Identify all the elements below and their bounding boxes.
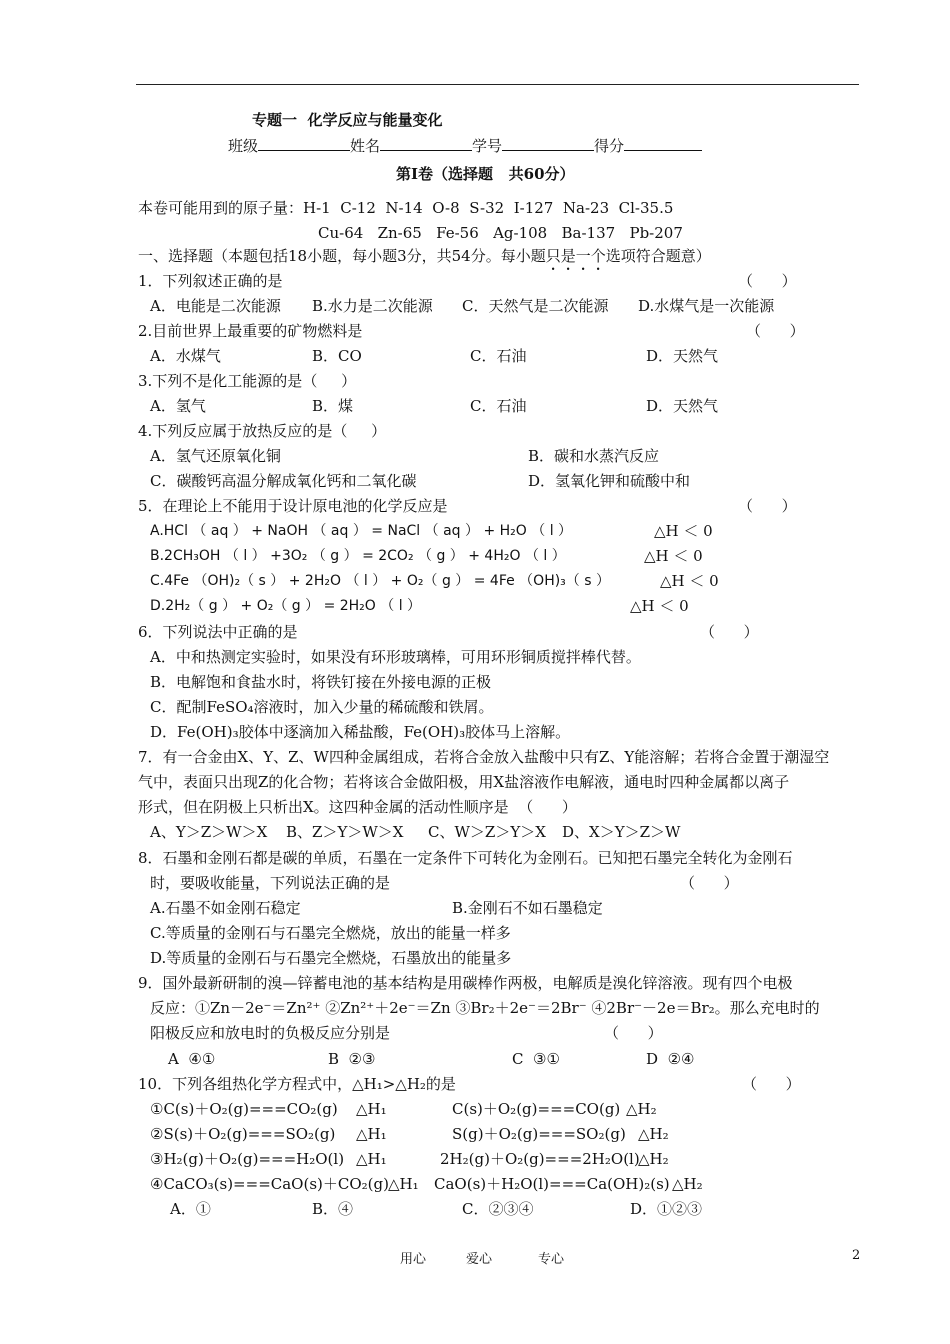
q9-option-c[interactable]: C ③① bbox=[512, 1050, 560, 1068]
q5-answer-paren[interactable]: （ ） bbox=[738, 497, 797, 515]
q6-answer-paren[interactable]: （ ） bbox=[700, 623, 759, 641]
q10-eq3-dh2: △H₂ bbox=[638, 1150, 669, 1168]
q10-eq2-right: S(g)＋O₂(g)===SO₂(g) bbox=[452, 1125, 626, 1143]
q5-option-c-dh: △H ＜ 0 bbox=[660, 572, 719, 590]
q9-answer-paren[interactable]: （ ） bbox=[604, 1024, 663, 1042]
q5-option-b-dh: △H ＜ 0 bbox=[644, 547, 703, 565]
q10-eq2-left: ②S(s)＋O₂(g)===SO₂(g) bbox=[150, 1125, 336, 1143]
q3-option-b[interactable]: B．煤 bbox=[312, 397, 354, 415]
q3-option-a[interactable]: A．氢气 bbox=[150, 397, 206, 415]
q10-option-d[interactable]: D．①②③ bbox=[630, 1200, 703, 1218]
page-number: 2 bbox=[852, 1248, 861, 1263]
q10-eq1-right: C(s)＋O₂(g)===CO(g) bbox=[452, 1100, 621, 1118]
score-field[interactable] bbox=[624, 136, 702, 151]
q5-option-a[interactable]: A.HCl （ aq ） + NaOH （ aq ） = NaCl （ aq ） + H₂O （ l ） bbox=[150, 523, 573, 539]
q9-option-d[interactable]: D ②④ bbox=[646, 1050, 695, 1068]
q7-stem-line1: 7．有一合金由X、Y、Z、W四种金属组成，若将合金放入盐酸中只有Z、Y能溶解；若将合金置于潮湿空 bbox=[138, 748, 830, 766]
name-label: 姓名 bbox=[350, 137, 381, 155]
q8-option-d[interactable]: D.等质量的金刚石与石墨完全燃烧，石墨放出的能量多 bbox=[150, 949, 512, 967]
student-info-line bbox=[228, 136, 702, 156]
q3-option-c[interactable]: C．石油 bbox=[470, 397, 527, 415]
q10-option-b[interactable]: B．④ bbox=[312, 1200, 354, 1218]
q1-option-d[interactable]: D.水煤气是一次能源 bbox=[638, 297, 775, 315]
q10-eq3-right: 2H₂(g)＋O₂(g)===2H₂O(l) bbox=[440, 1150, 640, 1168]
q2-answer-paren[interactable]: （ ） bbox=[746, 322, 805, 340]
q7-option-c[interactable]: C、W＞Z＞Y＞X bbox=[428, 823, 546, 841]
q10-eq4-left: ④CaCO₃(s)===CaO(s)＋CO₂(g) bbox=[150, 1175, 389, 1193]
q10-eq3-left: ③H₂(g)＋O₂(g)===H₂O(l) bbox=[150, 1150, 345, 1168]
q7-option-a[interactable]: A、Y＞Z＞W＞X bbox=[150, 823, 268, 841]
q6-option-c[interactable]: C．配制FeSO₄溶液时，加入少量的稀硫酸和铁屑。 bbox=[150, 698, 494, 716]
footer-motto-3: 专心 bbox=[538, 1252, 565, 1267]
atomic-masses-line1: 本卷可能用到的原子量：H-1 C-12 N-14 O-8 S-32 I-127 Na-23 Cl-35.5 bbox=[138, 199, 674, 217]
q4-option-a[interactable]: A．氢气还原氧化铜 bbox=[150, 447, 281, 465]
q9-stem-line3: 阳极反应和放电时的负极反应分别是 bbox=[150, 1024, 391, 1042]
section-title: 第Ⅰ卷（选择题 共60分） bbox=[396, 165, 575, 183]
q8-answer-paren[interactable]: （ ） bbox=[680, 874, 739, 892]
q4-option-b[interactable]: B．碳和水蒸汽反应 bbox=[528, 447, 660, 465]
q10-stem: 10．下列各组热化学方程式中，△H₁>△H₂的是 bbox=[138, 1075, 456, 1093]
q10-eq4-dh2: △H₂ bbox=[672, 1175, 703, 1193]
q8-stem-line2: 时，要吸收能量，下列说法正确的是 bbox=[150, 874, 391, 892]
q2-option-b[interactable]: B．CO bbox=[312, 347, 362, 365]
q5-stem: 5．在理论上不能用于设计原电池的化学反应是 bbox=[138, 497, 448, 515]
q7-stem-line2: 气中，表面只出现Z的化合物；若将该合金做阳极，用X盐溶液作电解液，通电时四种金属都以离子 bbox=[138, 773, 790, 791]
q4-option-d[interactable]: D．氢氧化钾和硫酸中和 bbox=[528, 472, 691, 490]
q4-stem: 4.下列反应属于放热反应的是（ ） bbox=[138, 422, 387, 440]
id-field[interactable] bbox=[502, 136, 594, 151]
atomic-masses-line2: Cu-64 Zn-65 Fe-56 Ag-108 Ba-137 Pb-207 bbox=[318, 224, 683, 242]
instructions bbox=[138, 246, 711, 266]
q9-stem-line1: 9．国外最新研制的溴—锌蓄电池的基本结构是用碳棒作两极，电解质是溴化锌溶液。现有四个电极 bbox=[138, 974, 793, 992]
q7-stem-line3: 形式，但在阴极上只析出X。这四种金属的活动性顺序是 （ ） bbox=[138, 798, 577, 816]
instructions-text: 一、选择题（本题包括18小题，每小题3分，共54分。每小题 bbox=[138, 247, 546, 265]
q8-option-a[interactable]: A.石墨不如金刚石稳定 bbox=[150, 899, 301, 917]
doc-title: 专题一 化学反应与能量变化 bbox=[252, 111, 443, 129]
footer-motto-1: 用心 bbox=[400, 1252, 427, 1267]
q1-option-c[interactable]: C．天然气是二次能源 bbox=[462, 297, 609, 315]
q1-option-b[interactable]: B.水力是二次能源 bbox=[312, 297, 433, 315]
q10-eq4-right: CaO(s)＋H₂O(l)===Ca(OH)₂(s) bbox=[434, 1175, 670, 1193]
q10-eq2-dh2: △H₂ bbox=[638, 1125, 669, 1143]
q10-eq2-dh1: △H₁ bbox=[356, 1125, 387, 1143]
q6-stem: 6．下列说法中正确的是 bbox=[138, 623, 298, 641]
q5-option-b[interactable]: B.2CH₃OH （ l ） +3O₂ （ g ） = 2CO₂ （ g ） + 4H₂O （ l ） bbox=[150, 548, 566, 564]
q5-option-a-dh: △H ＜ 0 bbox=[654, 522, 713, 540]
q10-eq4-dh1: △H₁ bbox=[388, 1175, 419, 1193]
q8-option-c[interactable]: C.等质量的金刚石与石墨完全燃烧，放出的能量一样多 bbox=[150, 924, 511, 942]
instructions-text-end: 选项符合题意） bbox=[605, 247, 711, 265]
q6-option-a[interactable]: A．中和热测定实验时，如果没有环形玻璃棒，可用环形铜质搅拌棒代替。 bbox=[150, 648, 641, 666]
q1-answer-paren[interactable]: （ ） bbox=[738, 272, 797, 290]
header-rule bbox=[136, 84, 859, 85]
q4-option-c[interactable]: C．碳酸钙高温分解成氧化钙和二氧化碳 bbox=[150, 472, 417, 490]
q10-eq1-dh1: △H₁ bbox=[356, 1100, 387, 1118]
score-label: 得分 bbox=[594, 137, 625, 155]
q2-option-a[interactable]: A．水煤气 bbox=[150, 347, 221, 365]
q6-option-d[interactable]: D．Fe(OH)₃胶体中逐滴加入稀盐酸，Fe(OH)₃胶体马上溶解。 bbox=[150, 723, 571, 741]
q8-option-b[interactable]: B.金刚石不如石墨稳定 bbox=[452, 899, 603, 917]
q2-option-d[interactable]: D．天然气 bbox=[646, 347, 719, 365]
q1-option-a[interactable]: A．电能是二次能源 bbox=[150, 297, 281, 315]
class-field[interactable] bbox=[258, 136, 350, 151]
q10-option-c[interactable]: C．②③④ bbox=[462, 1200, 534, 1218]
q7-option-b[interactable]: B、Z＞Y＞W＞X bbox=[286, 823, 404, 841]
id-label: 学号 bbox=[472, 137, 503, 155]
q10-option-a[interactable]: A．① bbox=[170, 1200, 211, 1218]
q2-option-c[interactable]: C．石油 bbox=[470, 347, 527, 365]
q10-eq1-dh2: △H₂ bbox=[626, 1100, 657, 1118]
q9-stem-line2: 反应：①Zn－2e⁻＝Zn²⁺ ②Zn²⁺＋2e⁻＝Zn ③Br₂＋2e⁻＝2Br⁻ ④2Br⁻－2e＝Br₂。那么充电时的 bbox=[150, 999, 820, 1017]
q5-option-d-dh: △H ＜ 0 bbox=[630, 597, 689, 615]
class-label: 班级 bbox=[228, 137, 259, 155]
q3-option-d[interactable]: D．天然气 bbox=[646, 397, 719, 415]
q5-option-d[interactable]: D.2H₂（ g ） + O₂（ g ） = 2H₂O （ l ） bbox=[150, 598, 422, 614]
q9-option-a[interactable]: A ④① bbox=[168, 1050, 216, 1068]
q9-option-b[interactable]: B ②③ bbox=[328, 1050, 376, 1068]
footer-motto-2: 爱心 bbox=[466, 1252, 493, 1267]
name-field[interactable] bbox=[380, 136, 472, 151]
q10-eq3-dh1: △H₁ bbox=[356, 1150, 387, 1168]
instructions-emphasis: 只是一个 bbox=[545, 247, 606, 265]
q5-option-c[interactable]: C.4Fe （OH)₂（ s ） + 2H₂O （ l ） + O₂（ g ） = 4Fe （OH)₃（ s ） bbox=[150, 573, 610, 589]
q10-answer-paren[interactable]: （ ） bbox=[742, 1075, 801, 1093]
q1-stem: 1．下列叙述正确的是 bbox=[138, 272, 283, 290]
q7-option-d[interactable]: D、X＞Y＞Z＞W bbox=[562, 823, 681, 841]
q2-stem: 2.目前世界上最重要的矿物燃料是 bbox=[138, 322, 363, 340]
q3-stem: 3.下列不是化工能源的是（ ） bbox=[138, 372, 357, 390]
q10-eq1-left: ①C(s)＋O₂(g)===CO₂(g) bbox=[150, 1100, 338, 1118]
q8-stem-line1: 8．石墨和金刚石都是碳的单质，石墨在一定条件下可转化为金刚石。已知把石墨完全转化为金刚石 bbox=[138, 849, 793, 867]
q6-option-b[interactable]: B．电解饱和食盐水时，将铁钉接在外接电源的正极 bbox=[150, 673, 492, 691]
